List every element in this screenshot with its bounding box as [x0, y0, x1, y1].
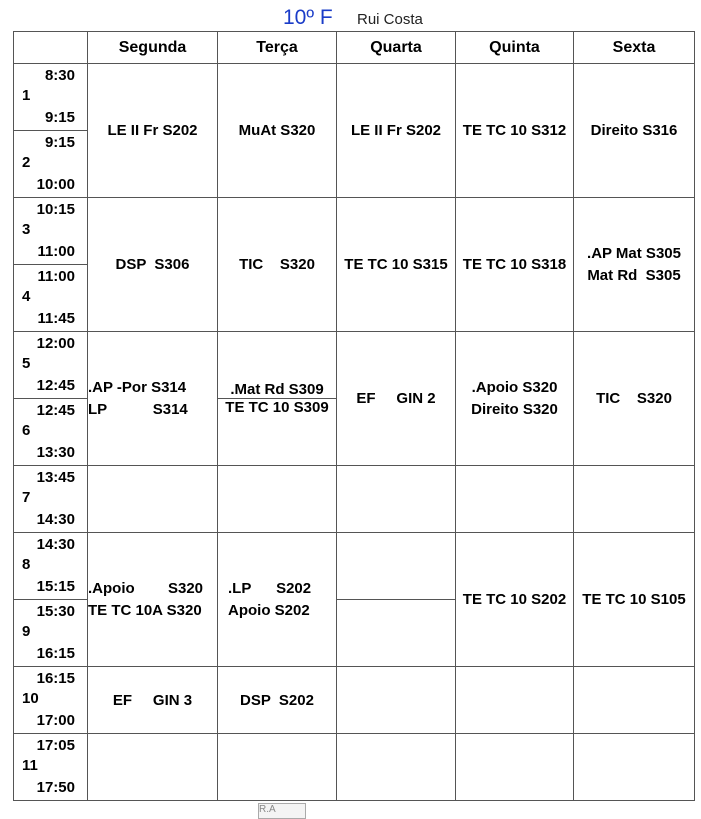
time-cell — [14, 600, 88, 667]
period-end: 13:30 — [36, 444, 75, 461]
period-number: 5 — [22, 355, 31, 372]
class-cell: .LP S202 Apoio S202 — [218, 533, 337, 667]
header-row — [14, 32, 695, 64]
time-cell — [14, 667, 88, 734]
period-end: 9:15 — [44, 109, 75, 126]
day-header-quinta: Quinta — [456, 32, 574, 64]
period-row — [14, 198, 695, 265]
day-header-segunda: Segunda — [88, 32, 218, 64]
empty-cell — [337, 466, 456, 533]
class-cell: Direito S316 — [574, 64, 695, 198]
period-end: 17:50 — [36, 779, 75, 796]
schedule-table — [13, 31, 695, 801]
class-cell: TE TC 10 S318 — [456, 198, 574, 332]
class-cell: DSP S306 — [88, 198, 218, 332]
class-cell: TE TC 10 S202 — [456, 533, 574, 667]
empty-cell — [337, 734, 456, 801]
class-name: 10º F — [283, 6, 333, 29]
class-cell: TIC S320 — [574, 332, 695, 466]
period-start: 15:30 — [36, 603, 75, 620]
empty-cell — [456, 466, 574, 533]
time-cell — [14, 332, 88, 399]
class-cell: .Mat Rd S309 — [218, 332, 337, 399]
class-cell: .Apoio S320 Direito S320 — [456, 332, 574, 466]
period-start: 13:45 — [36, 469, 75, 486]
class-cell: TE TC 10 S309 — [218, 399, 337, 466]
empty-cell — [574, 667, 695, 734]
empty-cell — [574, 466, 695, 533]
time-cell — [14, 734, 88, 801]
empty-cell — [88, 734, 218, 801]
broken-image-icon — [258, 803, 306, 819]
class-cell: .Apoio S320 TE TC 10A S320 — [88, 533, 218, 667]
period-start: 10:15 — [36, 201, 75, 218]
period-end: 16:15 — [36, 645, 75, 662]
period-end: 11:45 — [37, 310, 75, 327]
class-cell: TE TC 10 S312 — [456, 64, 574, 198]
period-start: 11:00 — [37, 268, 75, 285]
period-end: 15:15 — [36, 578, 75, 595]
period-row — [14, 64, 695, 131]
time-cell — [14, 131, 88, 198]
period-number: 2 — [22, 154, 31, 171]
empty-cell — [574, 734, 695, 801]
period-end: 14:30 — [36, 511, 75, 528]
time-cell — [14, 198, 88, 265]
period-start: 17:05 — [36, 737, 75, 754]
period-number: 3 — [22, 221, 31, 238]
time-cell — [14, 265, 88, 332]
empty-cell — [337, 533, 456, 600]
period-start: 12:00 — [36, 335, 75, 352]
footer-icon-label: R.A — [259, 804, 276, 815]
empty-cell — [456, 667, 574, 734]
period-number: 6 — [22, 422, 31, 439]
time-cell — [14, 533, 88, 600]
time-cell — [14, 64, 88, 131]
period-row — [14, 466, 695, 533]
class-cell: EF GIN 2 — [337, 332, 456, 466]
period-start: 8:30 — [44, 67, 75, 84]
empty-cell — [456, 734, 574, 801]
teacher-name: Rui Costa — [357, 11, 423, 28]
period-number: 9 — [22, 623, 31, 640]
period-row — [14, 533, 695, 600]
period-start: 12:45 — [36, 402, 75, 419]
class-cell: MuAt S320 — [218, 64, 337, 198]
time-cell — [14, 399, 88, 466]
class-cell: .AP Mat S305 Mat Rd S305 — [574, 198, 695, 332]
empty-cell — [337, 600, 456, 667]
period-number: 4 — [22, 288, 31, 305]
class-cell: LE II Fr S202 — [337, 64, 456, 198]
day-header-sexta: Sexta — [574, 32, 695, 64]
class-cell: LE II Fr S202 — [88, 64, 218, 198]
period-end: 10:00 — [36, 176, 75, 193]
class-cell: EF GIN 3 — [88, 667, 218, 734]
period-row — [14, 667, 695, 734]
day-header-terca: Terça — [218, 32, 337, 64]
period-number: 10 — [22, 690, 39, 707]
period-start: 14:30 — [36, 536, 75, 553]
period-start: 9:15 — [44, 134, 75, 151]
empty-cell — [218, 466, 337, 533]
period-end: 11:00 — [37, 243, 75, 260]
period-row — [14, 332, 695, 399]
period-row — [14, 734, 695, 801]
period-end: 17:00 — [36, 712, 75, 729]
period-end: 12:45 — [36, 377, 75, 394]
period-number: 8 — [22, 556, 31, 573]
period-number: 1 — [22, 87, 31, 104]
class-cell: TIC S320 — [218, 198, 337, 332]
period-number: 11 — [22, 757, 38, 774]
period-start: 16:15 — [36, 670, 75, 687]
period-number: 7 — [22, 489, 31, 506]
class-cell: TE TC 10 S105 — [574, 533, 695, 667]
empty-cell — [218, 734, 337, 801]
time-cell — [14, 466, 88, 533]
day-header-quarta: Quarta — [337, 32, 456, 64]
page-header — [0, 4, 701, 30]
class-cell: DSP S202 — [218, 667, 337, 734]
empty-cell — [337, 667, 456, 734]
corner-cell — [14, 32, 88, 64]
empty-cell — [88, 466, 218, 533]
class-cell: TE TC 10 S315 — [337, 198, 456, 332]
class-cell: .AP -Por S314 LP S314 — [88, 332, 218, 466]
